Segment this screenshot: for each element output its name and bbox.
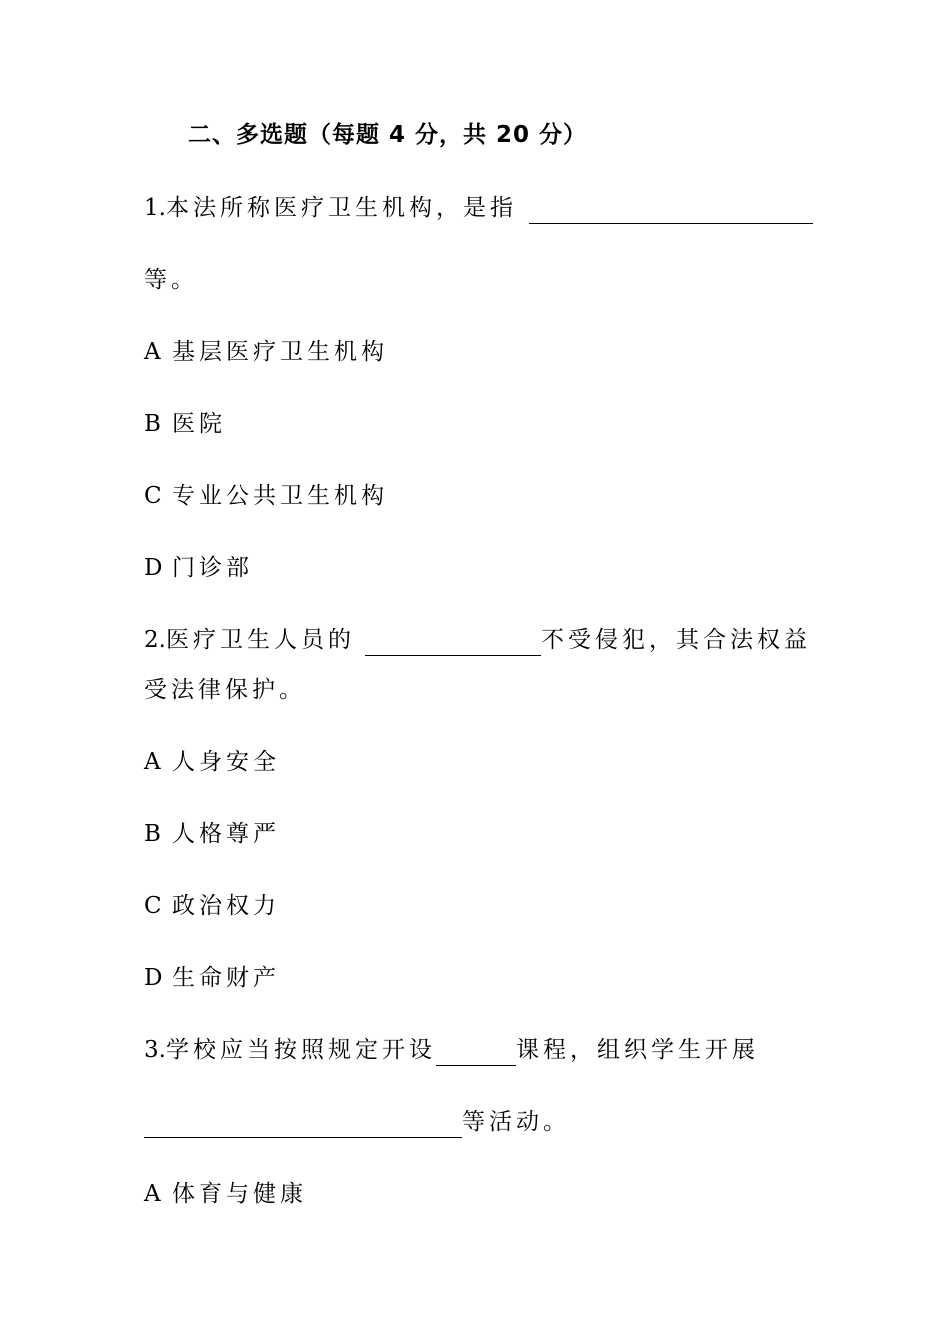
option-letter: D (144, 965, 163, 991)
option-letter: A (144, 749, 161, 775)
question-2-option-b (144, 818, 280, 850)
question-text: 等活动。 (462, 1109, 570, 1135)
option-text: 基层医疗卫生机构 (172, 339, 388, 365)
question-number: 3. (144, 1037, 166, 1063)
question-1-option-c (144, 480, 388, 512)
option-text: 政治权力 (172, 893, 280, 919)
option-text: 体育与健康 (172, 1181, 307, 1207)
option-letter: B (144, 821, 161, 847)
question-number: 1. (144, 195, 166, 221)
option-letter: C (144, 893, 162, 919)
question-text: 医疗卫生人员的 (165, 627, 355, 653)
answer-blank (144, 1111, 462, 1138)
question-1-stem-continued (144, 264, 198, 296)
question-number: 2. (144, 627, 166, 653)
question-2-option-c (144, 890, 280, 922)
option-text: 人身安全 (172, 749, 280, 775)
option-text: 医院 (172, 411, 226, 437)
option-letter: B (144, 411, 161, 437)
question-2-stem-continued (144, 674, 306, 706)
option-letter: D (144, 555, 163, 581)
question-2-option-d (144, 962, 280, 994)
option-text: 生命财产 (172, 965, 280, 991)
question-3-stem-continued (144, 1106, 570, 1138)
answer-blank (436, 1039, 516, 1066)
option-letter: C (144, 483, 162, 509)
question-3-stem (144, 1034, 759, 1066)
question-1-stem (144, 192, 813, 224)
question-text: 不受侵犯，其合法权益 (540, 627, 811, 653)
question-2-option-a (144, 746, 280, 778)
question-text: 本法所称医疗卫生机构，是指 (165, 195, 517, 221)
question-text: 受法律保护。 (144, 677, 306, 703)
option-text: 专业公共卫生机构 (172, 483, 388, 509)
question-1-option-d (144, 552, 253, 584)
option-text: 人格尊严 (172, 821, 280, 847)
question-text: 课程，组织学生开展 (515, 1037, 759, 1063)
question-3-option-a (144, 1178, 307, 1210)
question-2-stem (144, 624, 811, 656)
option-letter: A (144, 339, 161, 365)
answer-blank (529, 197, 813, 224)
section-title: 二、多选题（每题 4 分，共 20 分） (188, 122, 588, 148)
answer-blank (365, 629, 541, 656)
question-1-option-b (144, 408, 226, 440)
question-1-option-a (144, 336, 388, 368)
question-text: 等。 (144, 267, 198, 293)
option-text: 门诊部 (172, 555, 253, 581)
question-text: 学校应当按照规定开设 (165, 1037, 436, 1063)
option-letter: A (144, 1181, 161, 1207)
